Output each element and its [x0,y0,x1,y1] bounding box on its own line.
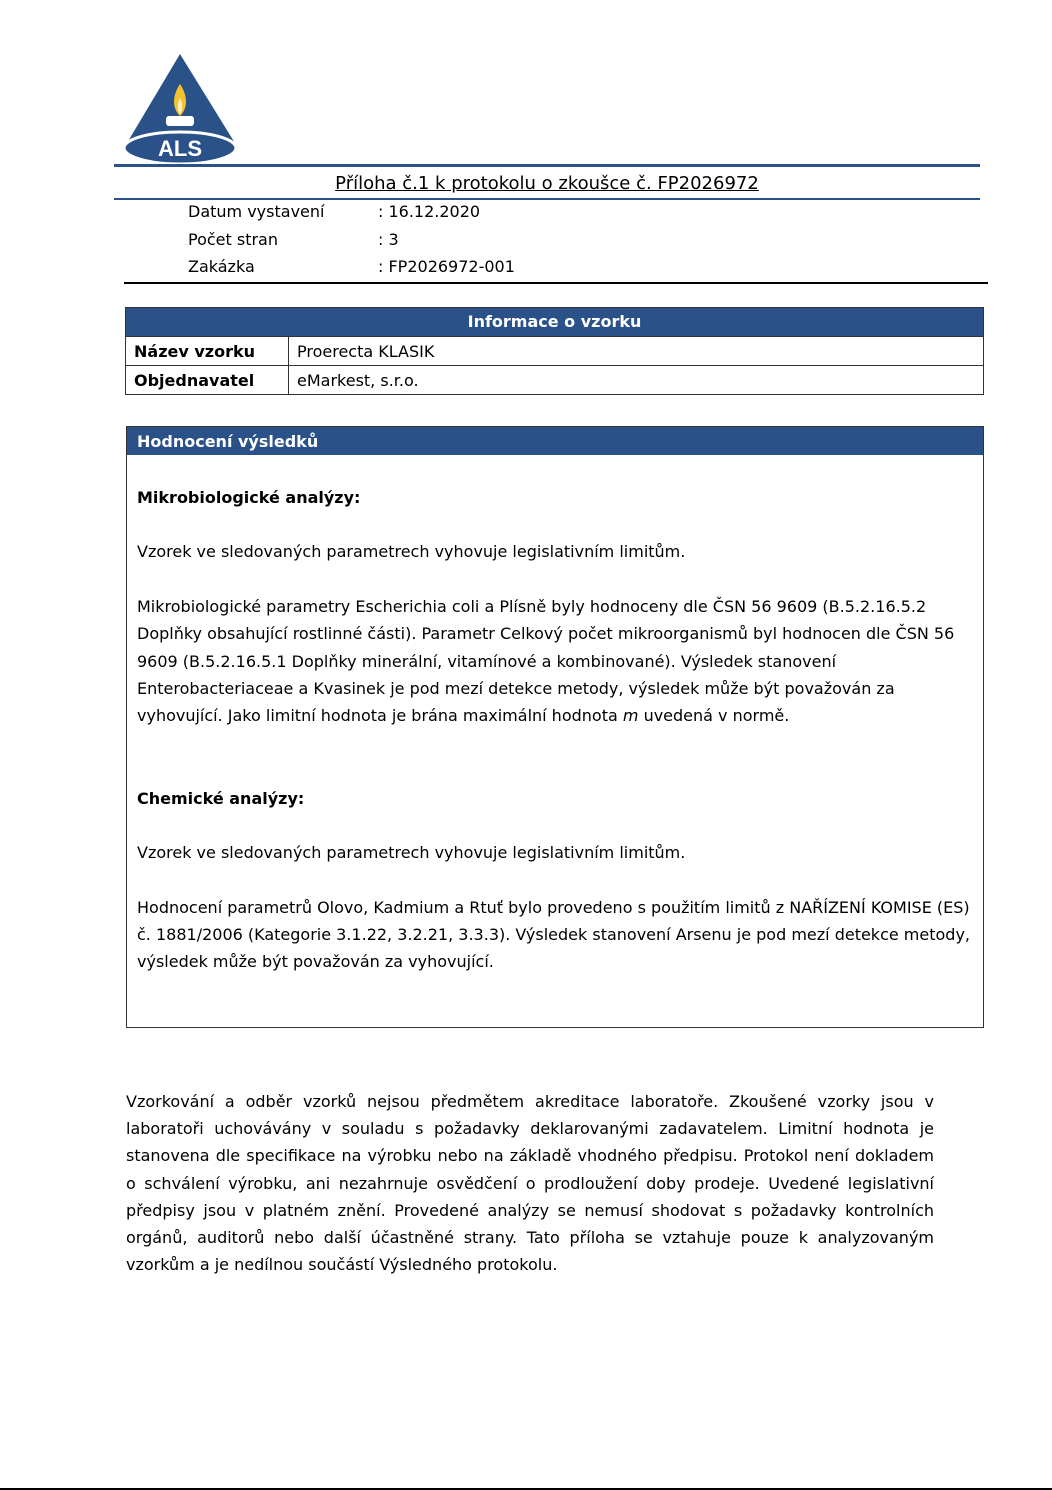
chem-details: Hodnocení parametrů Olovo, Kadmium a Rtuť bylo provedeno s použitím limitů z NAŘÍZENÍ KOMISE (ES) č. 1881/2006 (Kategorie 3.1.22, 3.2.21, 3.3.3). Výsledek stanovení Arsenu je pod mezí detekce metody, výsledek může být považován za vyhovující. [137,897,970,972]
meta-value: : 16.12.2020 [378,202,481,221]
table-row [126,366,984,395]
sample-info-heading: Informace o vzorku [126,308,984,337]
meta-value: : 3 [378,230,399,249]
micro-italic: m [622,706,639,726]
micro-heading: Mikrobiologické analýzy: [137,488,361,507]
sample-name-label: Název vzorku [126,337,289,366]
orderer-label: Objednavatel [126,366,289,395]
meta-label: Počet stran [188,230,278,249]
meta-label: Zakázka [188,257,255,276]
sample-name-value: Proerecta KLASIK [289,337,984,366]
evaluation-section [126,426,984,1028]
meta-label: Datum vystavení [188,202,325,221]
meta-divider [124,282,988,284]
logo-text: ALS [158,136,202,161]
header-rule-top [114,164,980,167]
footer-disclaimer: Vzorkování a odběr vzorků nejsou předmětem akreditace laboratoře. Zkoušené vzorky jsou v laboratoři uchovávány v souladu s požadavky deklarovanými zadavatelem. Limitní hodnota je stanovena dle specifikace na výrobku nebo na základě vhodného předpisu. Protokol není dokladem o schválení výrobku, ani nezahrnuje osvědčení o prodloužení doby prodeje. Uvedené legislativní předpisy jsou v platném znění. Provedené analýzy se nemusí shodovat s požadavky kontrolních orgánů, auditorů nebo další účastněné strany. Tato příloha se vztahuje pouze k analyzovaným vzorkům a je nedílnou součástí Výsledného protokolu. [126,1092,934,1275]
evaluation-body [127,484,983,976]
sample-info-table [125,307,984,395]
evaluation-heading: Hodnocení výsledků [127,427,983,455]
micro-details [137,593,973,730]
micro-text-2: uvedená v normě. [643,706,790,726]
header-rule-bottom [114,198,980,200]
meta-value: : FP2026972-001 [378,257,515,276]
als-logo [122,52,244,166]
orderer-value: eMarkest, s.r.o. [289,366,984,395]
table-row [126,337,984,366]
page-title: Příloha č.1 k protokolu o zkoušce č. FP2026972 [335,173,759,194]
micro-summary: Vzorek ve sledovaných parametrech vyhovuje legislativním limitům. [137,542,686,562]
chem-heading: Chemické analýzy: [137,788,305,808]
chem-summary: Vzorek ve sledovaných parametrech vyhovuje legislativním limitům. [137,843,686,863]
micro-text-1: Mikrobiologické parametry Escherichia coli a Plísně byly hodnoceny dle ČSN 56 9609 (B.5.2.16.5.2 Doplňky obsahující rostlinné části). Parametr Celkový počet mikroorganismů byl hodnocen dle ČSN 56 9609 (B.5.2.16.5.1 Doplňky minerální, vitamínové a kombinované). Výsledek stanovení Enterobacteriaceae a Kvasinek je pod mezí detekce metody, výsledek může být považován za vyhovující. Jako limitní hodnota je brána maximální hodnota [137,596,955,726]
